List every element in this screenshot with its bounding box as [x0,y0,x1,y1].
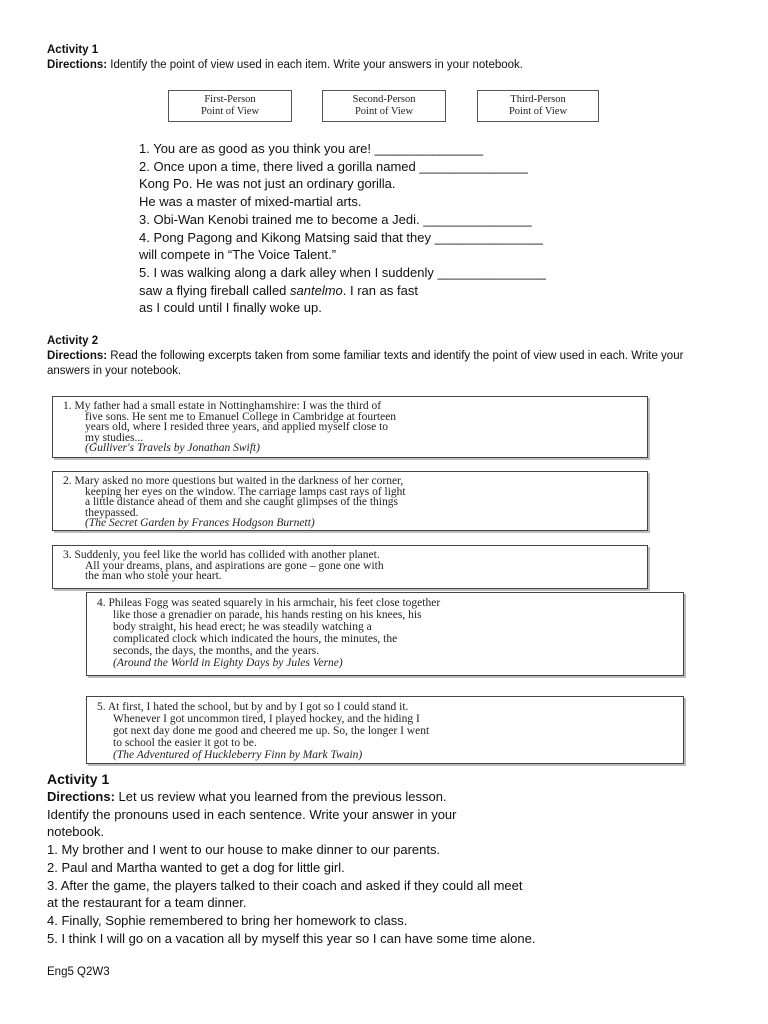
excerpt-line: complicated clock which indicated the hours, the minutes, the [113,633,398,645]
item-line: as I could until I finally woke up. [139,300,322,316]
excerpt-line: five sons. He sent me to Emanuel College in Cambridge at fourteen [85,410,397,423]
excerpt-source: (Around the World in Eighty Days by Jules Verne) [113,657,343,669]
excerpt-line: 5. At first, I hated the school, but by and by I got so I could stand it. [97,701,409,713]
directions-text: Identify the point of view used in each item. Write your answers in your notebook. [107,59,523,71]
item-italic-term: santelmo [290,282,343,298]
excerpt-line: All your dreams, plans, and aspirations are gone – gone one with [85,559,384,572]
excerpt-line: 4. Phileas Fogg was seated squarely in his armchair, his feet close together [97,597,441,609]
excerpt-box-1 [52,396,648,458]
pov-box-third [477,90,599,122]
item-line: 3. After the game, the players talked to their coach and asked if they could all meet [47,877,523,893]
activity2-directions [47,349,757,379]
item-line: 1. You are as good as you think you are! _______________ [139,141,484,156]
item-line: He was a master of mixed-martial arts. [139,194,362,210]
excerpt-line: 3. Suddenly, you feel like the world has collided with another planet. [63,549,380,561]
excerpt-line: the man who stole your heart. [85,570,222,582]
directions-text: Let us review what you learned from the previous lesson. [114,789,447,804]
excerpt-box-3 [52,545,648,589]
excerpt-line: got next day done me good and cheered me up. So, the longer I went [113,725,430,737]
item-line: at the restaurant for a team dinner. [47,895,247,911]
activity3-section [47,770,727,947]
item-line: notebook. [47,824,105,840]
pov-box-line1: First-Person [204,94,256,105]
activity2-title: Activity 2 [47,335,99,347]
item-line [139,282,599,300]
item-line: 4. Pong Pagong and Kikong Matsing said that they _______________ [139,229,544,245]
directions-label: Directions: [47,59,108,71]
excerpt-box-2 [52,471,648,531]
excerpt-box-5 [86,696,684,764]
excerpt-box-4 [86,592,684,676]
pov-box-second [322,90,446,122]
activity1-items [139,140,599,317]
pov-box-line2: Point of View [200,106,260,117]
pov-box-line1: Second-Person [352,94,416,105]
excerpt-source: (The Secret Garden by Frances Hodgson Burnett) [85,517,315,529]
pov-box-line2: Point of View [508,106,568,117]
item-line: Identify the pronouns used in each sentence. Write your answer in your [47,806,457,822]
item-line: 5. I think I will go on a vacation all by myself this year so I can have some time alone. [47,930,536,946]
directions-label: Directions: [47,350,108,362]
excerpt-line: years old, where I resided three years, and applied myself close to [85,421,389,433]
excerpt-line: a little distance ahead of them and she caught glimpses of the things [85,496,398,508]
pov-box-first [168,90,292,122]
excerpt-source: (The Adventured of Huckleberry Finn by Mark Twain) [113,749,363,761]
item-line: 3. Obi-Wan Kenobi trained me to become a Jedi. _______________ [139,211,532,227]
excerpt-line: theypassed. [85,506,139,519]
item-text: saw a flying fireball called [139,282,291,298]
directions-label: Directions: [47,789,115,804]
item-line: 2. Paul and Martha wanted to get a dog for little girl. [47,859,345,875]
pov-box-line1: Third-Person [510,94,566,105]
activity1-title: Activity 1 [47,44,99,56]
item-line: 1. My brother and I went to our house to make dinner to our parents. [47,842,441,858]
excerpt-source: (Gulliver's Travels by Jonathan Swift) [85,442,260,454]
page-footer: Eng5 Q2W3 [47,966,110,978]
excerpt-line: seconds, the days, the months, and the years. [113,645,319,657]
directions-text: answers in your notebook. [47,365,182,377]
excerpt-line: body straight, his head erect; he was steadily watching a [113,621,372,633]
item-line: 4. Finally, Sophie remembered to bring her homework to class. [47,912,408,928]
item-line: Kong Po. He was not just an ordinary gorilla. [139,176,396,192]
item-line: 5. I was walking along a dark alley when I suddenly _______________ [139,264,546,280]
pov-box-line2: Point of View [354,106,414,117]
activity1-directions [47,58,747,73]
excerpt-line: to school the easier it got to be. [113,737,257,749]
excerpt-line: 1. My father had a small estate in Nottinghamshire: I was the third of [63,400,382,412]
item-line: will compete in “The Voice Talent.” [139,247,337,263]
excerpt-line: like those a grenadier on parade, his hands resting on his knees, his [113,609,422,621]
activity3-directions [47,788,727,806]
excerpt-line: Whenever I got uncommon tired, I played hockey, and the hiding I [113,713,420,725]
activity3-title: Activity 1 [47,771,110,787]
excerpt-line: 2. Mary asked no more questions but waited in the darkness of her corner, [63,475,404,487]
excerpt-line: keeping her eyes on the window. The carriage lamps cast rays of light [85,485,406,498]
directions-text: Read the following excerpts taken from some familiar texts and identify the point of view used in each. Write your [107,350,684,362]
item-text: . I ran as fast [342,282,418,298]
item-line: 2. Once upon a time, there lived a gorilla named _______________ [139,158,528,174]
excerpt-line: my studies... [85,431,144,444]
